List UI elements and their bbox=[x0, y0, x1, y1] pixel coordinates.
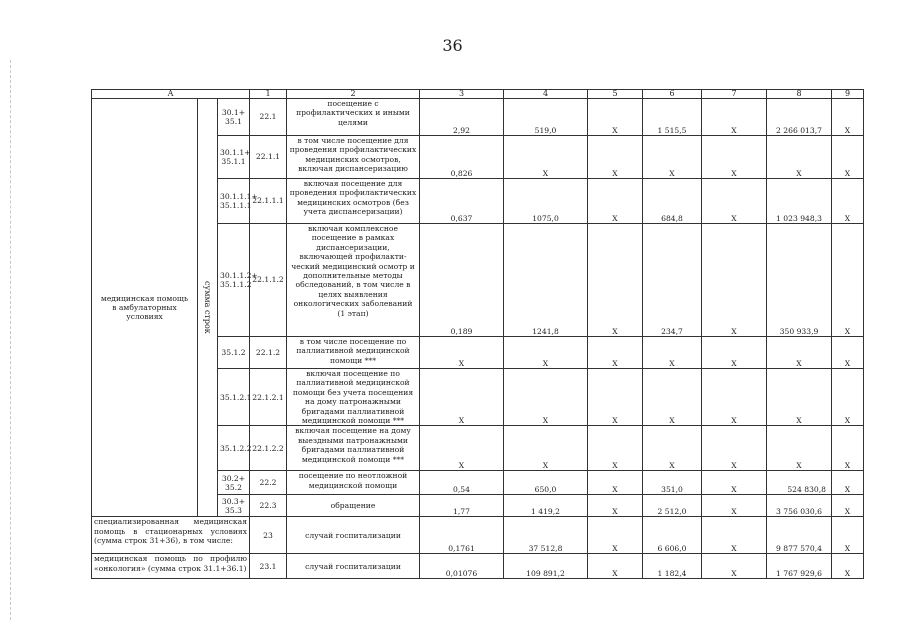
value-cell: X bbox=[588, 337, 643, 369]
code-cell: 22.1.2 bbox=[250, 337, 287, 369]
value-cell: X bbox=[588, 426, 643, 471]
value-cell: X bbox=[767, 337, 832, 369]
name-cell: посещение по неотложной медицинской помощи bbox=[287, 471, 420, 495]
value-cell: X bbox=[832, 426, 864, 471]
value-cell: X bbox=[767, 426, 832, 471]
value-cell: X bbox=[643, 426, 702, 471]
value-cell: 1,77 bbox=[420, 495, 504, 517]
name-cell: посещение с профилактических и иными целями bbox=[287, 99, 420, 136]
table-row bbox=[92, 517, 864, 554]
value-cell: 0,01076 bbox=[420, 554, 504, 579]
value-cell: X bbox=[504, 337, 588, 369]
value-cell: X bbox=[643, 136, 702, 179]
value-cell: X bbox=[832, 224, 864, 337]
value-cell: X bbox=[832, 517, 864, 554]
value-cell: X bbox=[588, 224, 643, 337]
header-cell-3: 3 bbox=[420, 90, 504, 99]
value-cell: X bbox=[832, 179, 864, 224]
table-row bbox=[92, 99, 864, 136]
value-cell: 1241,8 bbox=[504, 224, 588, 337]
value-cell: X bbox=[832, 495, 864, 517]
value-cell: 1 515,5 bbox=[643, 99, 702, 136]
code-cell: 23.1 bbox=[250, 554, 287, 579]
name-cell: включая посещение на дому выездными патронажными бригадами паллиативной медицинской помощи *** bbox=[287, 426, 420, 471]
value-cell: 2 266 013,7 bbox=[767, 99, 832, 136]
row-label-cell: медицинская помощь по профилю «онкология» (сумма строк 31.1+36.1) bbox=[92, 554, 250, 579]
value-cell: X bbox=[420, 337, 504, 369]
ref-cell: 35.1.2 bbox=[218, 337, 250, 369]
value-cell: X bbox=[588, 554, 643, 579]
value-cell: X bbox=[767, 369, 832, 426]
value-cell: 2 512,0 bbox=[643, 495, 702, 517]
value-cell: 1075,0 bbox=[504, 179, 588, 224]
value-cell: X bbox=[832, 369, 864, 426]
value-cell: X bbox=[588, 517, 643, 554]
value-cell: X bbox=[702, 369, 767, 426]
ref-cell: 30.1+ 35.1 bbox=[218, 99, 250, 136]
value-cell: X bbox=[832, 554, 864, 579]
header-cell-4: 4 bbox=[504, 90, 588, 99]
value-cell: 1 182,4 bbox=[643, 554, 702, 579]
ref-cell: 30.1.1+ 35.1.1 bbox=[218, 136, 250, 179]
value-cell: 37 512,8 bbox=[504, 517, 588, 554]
value-cell: X bbox=[702, 495, 767, 517]
value-cell: X bbox=[767, 136, 832, 179]
value-cell: X bbox=[588, 179, 643, 224]
value-cell: 350 933,9 bbox=[767, 224, 832, 337]
value-cell: 1 419,2 bbox=[504, 495, 588, 517]
code-cell: 22.1.1.1 bbox=[250, 179, 287, 224]
value-cell: X bbox=[702, 426, 767, 471]
value-cell: 351,0 bbox=[643, 471, 702, 495]
value-cell: 0,54 bbox=[420, 471, 504, 495]
value-cell: X bbox=[588, 369, 643, 426]
value-cell: X bbox=[702, 471, 767, 495]
group-label: медицинская помощь в амбулаторных условиях bbox=[100, 293, 189, 322]
value-cell: 684,8 bbox=[643, 179, 702, 224]
value-cell: X bbox=[832, 99, 864, 136]
name-cell: обращение bbox=[287, 495, 420, 517]
ref-cell: 30.2+ 35.2 bbox=[218, 471, 250, 495]
header-cell-8: 8 bbox=[767, 90, 832, 99]
value-cell: 650,0 bbox=[504, 471, 588, 495]
value-cell: X bbox=[588, 99, 643, 136]
value-cell: X bbox=[702, 99, 767, 136]
name-cell: в том числе посещение по паллиативной медицинской помощи *** bbox=[287, 337, 420, 369]
value-cell: 524 830,8 bbox=[767, 471, 832, 495]
value-cell: 1 023 948,3 bbox=[767, 179, 832, 224]
value-cell: X bbox=[504, 136, 588, 179]
value-cell: 9 877 570,4 bbox=[767, 517, 832, 554]
value-cell: X bbox=[504, 369, 588, 426]
value-cell: 0,826 bbox=[420, 136, 504, 179]
name-cell: включая посещение по паллиативной медицинской помощи без учета посещения на дому патронажными бригадами паллиативной медицинской помощи *** bbox=[287, 369, 420, 426]
value-cell: X bbox=[702, 337, 767, 369]
value-cell: X bbox=[702, 224, 767, 337]
value-cell: X bbox=[588, 136, 643, 179]
group-sum-cell bbox=[198, 99, 218, 517]
code-cell: 22.1.2.1 bbox=[250, 369, 287, 426]
code-cell: 22.1 bbox=[250, 99, 287, 136]
value-cell: 0,189 bbox=[420, 224, 504, 337]
header-cell-7: 7 bbox=[702, 90, 767, 99]
name-cell: случай госпитализации bbox=[287, 554, 420, 579]
value-cell: 3 756 030,6 bbox=[767, 495, 832, 517]
value-cell: 2,92 bbox=[420, 99, 504, 136]
ref-cell: 35.1.2.1 bbox=[218, 369, 250, 426]
code-cell: 22.1.2.2 bbox=[250, 426, 287, 471]
value-cell: 234,7 bbox=[643, 224, 702, 337]
value-cell: X bbox=[702, 179, 767, 224]
ref-cell: 35.1.2.2 bbox=[218, 426, 250, 471]
table-row bbox=[92, 554, 864, 579]
statistics-table bbox=[91, 89, 864, 579]
header-row bbox=[92, 90, 864, 99]
value-cell: X bbox=[702, 517, 767, 554]
page-number: 36 bbox=[442, 36, 463, 55]
value-cell: 1 767 929,6 bbox=[767, 554, 832, 579]
value-cell: X bbox=[832, 337, 864, 369]
value-cell: X bbox=[702, 136, 767, 179]
group-sum-label: сумма строк bbox=[203, 281, 213, 335]
header-cell-1: 1 bbox=[250, 90, 287, 99]
header-cell-2: 2 bbox=[287, 90, 420, 99]
code-cell: 22.3 bbox=[250, 495, 287, 517]
code-cell: 23 bbox=[250, 517, 287, 554]
ref-cell: 30.1.1.1+ 35.1.1.1 bbox=[218, 179, 250, 224]
value-cell: X bbox=[643, 369, 702, 426]
ref-cell: 30.1.1.2+ 35.1.1.2 bbox=[218, 224, 250, 337]
value-cell: X bbox=[702, 554, 767, 579]
value-cell: X bbox=[832, 471, 864, 495]
value-cell: 519,0 bbox=[504, 99, 588, 136]
value-cell: X bbox=[832, 136, 864, 179]
binding-margin-line bbox=[10, 60, 11, 620]
value-cell: 0,1761 bbox=[420, 517, 504, 554]
value-cell: X bbox=[504, 426, 588, 471]
value-cell: X bbox=[643, 337, 702, 369]
header-cell-a: А bbox=[92, 90, 250, 99]
code-cell: 22.1.1.2 bbox=[250, 224, 287, 337]
value-cell: X bbox=[588, 471, 643, 495]
code-cell: 22.1.1 bbox=[250, 136, 287, 179]
value-cell: X bbox=[420, 369, 504, 426]
value-cell: X bbox=[420, 426, 504, 471]
value-cell: X bbox=[588, 495, 643, 517]
row-label-cell: специализированная медицинская помощь в стационарных условиях (сумма строк 31+36), в том числе: bbox=[92, 517, 250, 554]
group-label-cell bbox=[92, 99, 198, 517]
header-cell-9: 9 bbox=[832, 90, 864, 99]
value-cell: 0,637 bbox=[420, 179, 504, 224]
header-cell-6: 6 bbox=[643, 90, 702, 99]
value-cell: 109 891,2 bbox=[504, 554, 588, 579]
header-cell-5: 5 bbox=[588, 90, 643, 99]
name-cell: в том числе посещение для проведения профилактических медицинских осмотров, включая диспансеризацию bbox=[287, 136, 420, 179]
ref-cell: 30.3+ 35.3 bbox=[218, 495, 250, 517]
name-cell: включая комплексное посещение в рамках диспансеризации, включающей профилакти-ческий медицинский осмотр и дополнительные методы обследований, в том числе в целях выявления онкологических заболеваний (1 этап) bbox=[287, 224, 420, 337]
name-cell: включая посещение для проведения профилактических медицинских осмотров (без учета диспансеризации) bbox=[287, 179, 420, 224]
code-cell: 22.2 bbox=[250, 471, 287, 495]
name-cell: случай госпитализации bbox=[287, 517, 420, 554]
value-cell: 6 606,0 bbox=[643, 517, 702, 554]
